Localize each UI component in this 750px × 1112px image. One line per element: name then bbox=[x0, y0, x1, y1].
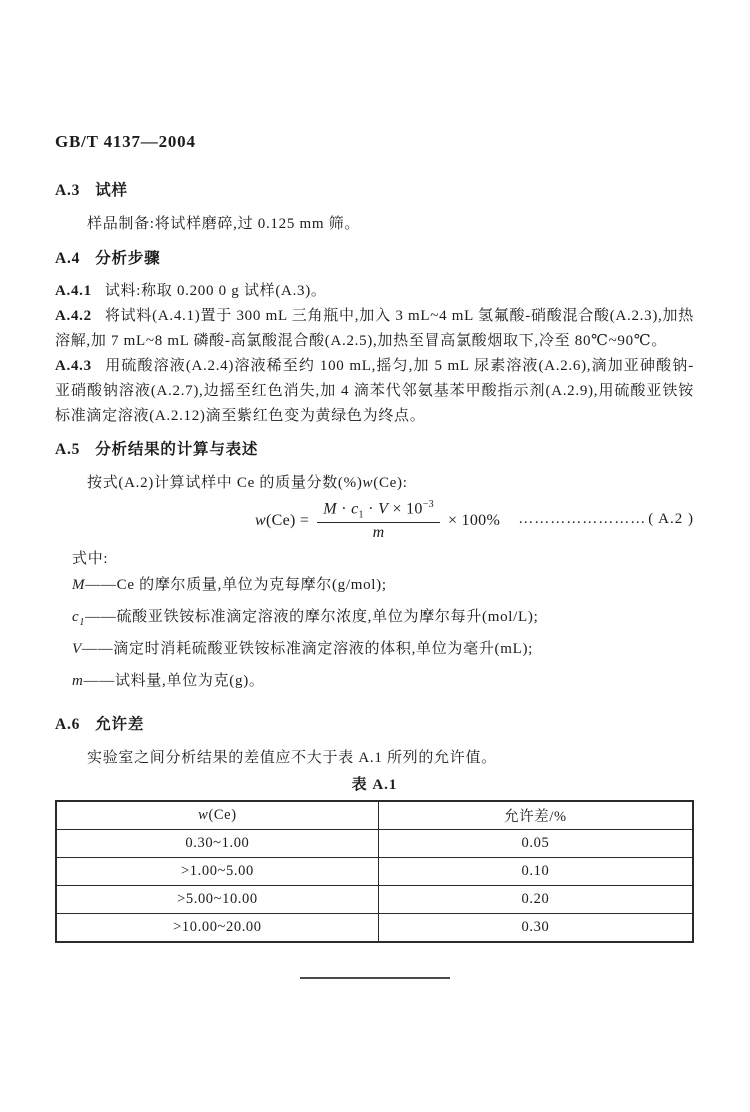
formula-intro-prefix: 按式(A.2)计算试样中 Ce 的质量分数(%) bbox=[87, 475, 363, 491]
formula-var-V: V bbox=[378, 500, 389, 518]
formula-var-m: m bbox=[372, 524, 385, 542]
definition-V-text: 滴定时消耗硫酸亚铁铵标准滴定溶液的体积,单位为毫升(mL); bbox=[113, 641, 534, 657]
formula-exponent: −3 bbox=[422, 499, 434, 511]
formula-var-M: M bbox=[323, 500, 337, 518]
formula-var-c-subscript: 1 bbox=[358, 509, 364, 521]
table-cell-range: 0.30~1.00 bbox=[56, 830, 378, 858]
formula-lhs: (Ce) = bbox=[265, 512, 310, 529]
equation-a2-expression bbox=[255, 498, 500, 544]
formula-intro-suffix: (Ce): bbox=[373, 475, 408, 491]
definition-V bbox=[55, 636, 694, 668]
definition-c1 bbox=[55, 604, 694, 636]
formula-numerator bbox=[317, 499, 440, 523]
definition-m-text: 试料量,单位为克(g)。 bbox=[114, 673, 265, 689]
clause-a4-1-number: A.4.1 bbox=[55, 283, 92, 299]
section-a6-title: 允许差 bbox=[95, 716, 145, 733]
table-cell-range: >10.00~20.00 bbox=[56, 914, 378, 943]
section-a5-title: 分析结果的计算与表述 bbox=[95, 441, 259, 458]
definition-dash: —— bbox=[81, 641, 114, 657]
formula-dot: · bbox=[363, 500, 379, 518]
formula-denominator bbox=[373, 523, 385, 542]
section-a4-number: A.4 bbox=[55, 250, 81, 267]
tolerance-table bbox=[55, 800, 694, 943]
clause-a4-2 bbox=[55, 304, 694, 354]
table-cell-value: 0.30 bbox=[378, 914, 693, 943]
definition-dash: —— bbox=[85, 609, 117, 625]
section-a4-title: 分析步骤 bbox=[95, 250, 161, 267]
table-header-tolerance: 允许差/% bbox=[378, 801, 693, 830]
table-cell-value: 0.05 bbox=[378, 830, 693, 858]
section-a3-heading bbox=[55, 178, 694, 200]
clause-a4-3-number: A.4.3 bbox=[55, 358, 92, 374]
section-a5-heading bbox=[55, 437, 694, 459]
where-label: 式中: bbox=[72, 551, 109, 567]
definition-M-text: Ce 的摩尔质量,单位为克每摩尔(g/mol); bbox=[116, 577, 387, 593]
table-cell-range: >1.00~5.00 bbox=[56, 858, 378, 886]
section-a5-number: A.5 bbox=[55, 441, 81, 458]
formula-dot: · bbox=[336, 500, 352, 518]
table-row bbox=[56, 830, 693, 858]
equation-a2 bbox=[55, 498, 694, 544]
table-row bbox=[56, 858, 693, 886]
section-a3-body: 样品制备:将试样磨碎,过 0.125 mm 筛。 bbox=[87, 216, 361, 232]
clause-a4-3-text: 用硫酸溶液(A.2.4)溶液稀至约 100 mL,摇匀,加 5 mL 尿素溶液(A.2.6),滴加亚砷酸钠-亚硝酸钠溶液(A.2.7),边摇至红色消失,加 4 滴苯代邻氨基苯甲酸指示剂(A.2.9),用硫酸亚铁铵标准滴定溶液(A.2.12)滴至紫红色变为黄绿色为终点。 bbox=[55, 358, 694, 424]
formula-rhs: × 100% bbox=[447, 512, 501, 529]
table-header-wce: w(Ce) bbox=[56, 801, 378, 830]
section-a6-body: 实验室之间分析结果的差值应不大于表 A.1 所列的允许值。 bbox=[87, 750, 497, 766]
formula-times-ten: × 10 bbox=[388, 500, 423, 518]
clause-a4-2-text: 将试料(A.4.1)置于 300 mL 三角瓶中,加入 3 mL~4 mL 氢氟酸-硝酸混合酸(A.2.3),加热溶解,加 7 mL~8 mL 磷酸-高氯酸混合酸(A.2.5),加热至冒高氯酸烟取下,冷至 80℃~90℃。 bbox=[55, 308, 694, 349]
formula-intro bbox=[55, 471, 694, 496]
section-a6-number: A.6 bbox=[55, 716, 81, 733]
table-cell-range: >5.00~10.00 bbox=[56, 886, 378, 914]
clause-a4-2-number: A.4.2 bbox=[55, 308, 92, 324]
definition-M-symbol: M bbox=[72, 577, 86, 593]
table-header-row bbox=[56, 801, 693, 830]
equation-leader-dots: …………………… bbox=[518, 511, 647, 527]
equation-number: ( A.2 ) bbox=[648, 511, 694, 527]
doc-number: GB/T 4137—2004 bbox=[55, 132, 196, 151]
table-row bbox=[56, 886, 693, 914]
formula-intro-w: w bbox=[362, 475, 374, 491]
section-a4-heading bbox=[55, 246, 694, 268]
clause-a4-1-text: 试料:称取 0.200 0 g 试样(A.3)。 bbox=[104, 283, 327, 299]
clause-a4-1 bbox=[55, 279, 694, 304]
section-a3-number: A.3 bbox=[55, 182, 81, 199]
definition-c1-text: 硫酸亚铁铵标准滴定溶液的摩尔浓度,单位为摩尔每升(mol/L); bbox=[116, 609, 539, 625]
definition-m-symbol: m bbox=[72, 673, 84, 689]
formula-var-c: c bbox=[351, 500, 359, 518]
clause-a4-3 bbox=[55, 354, 694, 429]
definition-m bbox=[55, 668, 694, 700]
table-cell-value: 0.10 bbox=[378, 858, 693, 886]
formula-lhs-var: w bbox=[255, 512, 266, 529]
section-a6-heading bbox=[55, 712, 694, 734]
table-cell-value: 0.20 bbox=[378, 886, 693, 914]
definition-V-symbol: V bbox=[72, 641, 82, 657]
formula-fraction bbox=[317, 499, 440, 542]
equation-reference bbox=[518, 511, 694, 528]
table-row bbox=[56, 914, 693, 943]
definition-dash: —— bbox=[83, 673, 115, 689]
end-of-document-line bbox=[300, 977, 450, 979]
section-a3-title: 试样 bbox=[95, 182, 128, 199]
definition-c1-symbol: $c_1$ bbox=[72, 609, 86, 628]
definition-dash: —— bbox=[85, 577, 117, 593]
table-caption: 表 A.1 bbox=[351, 777, 398, 793]
definition-M bbox=[55, 572, 694, 604]
